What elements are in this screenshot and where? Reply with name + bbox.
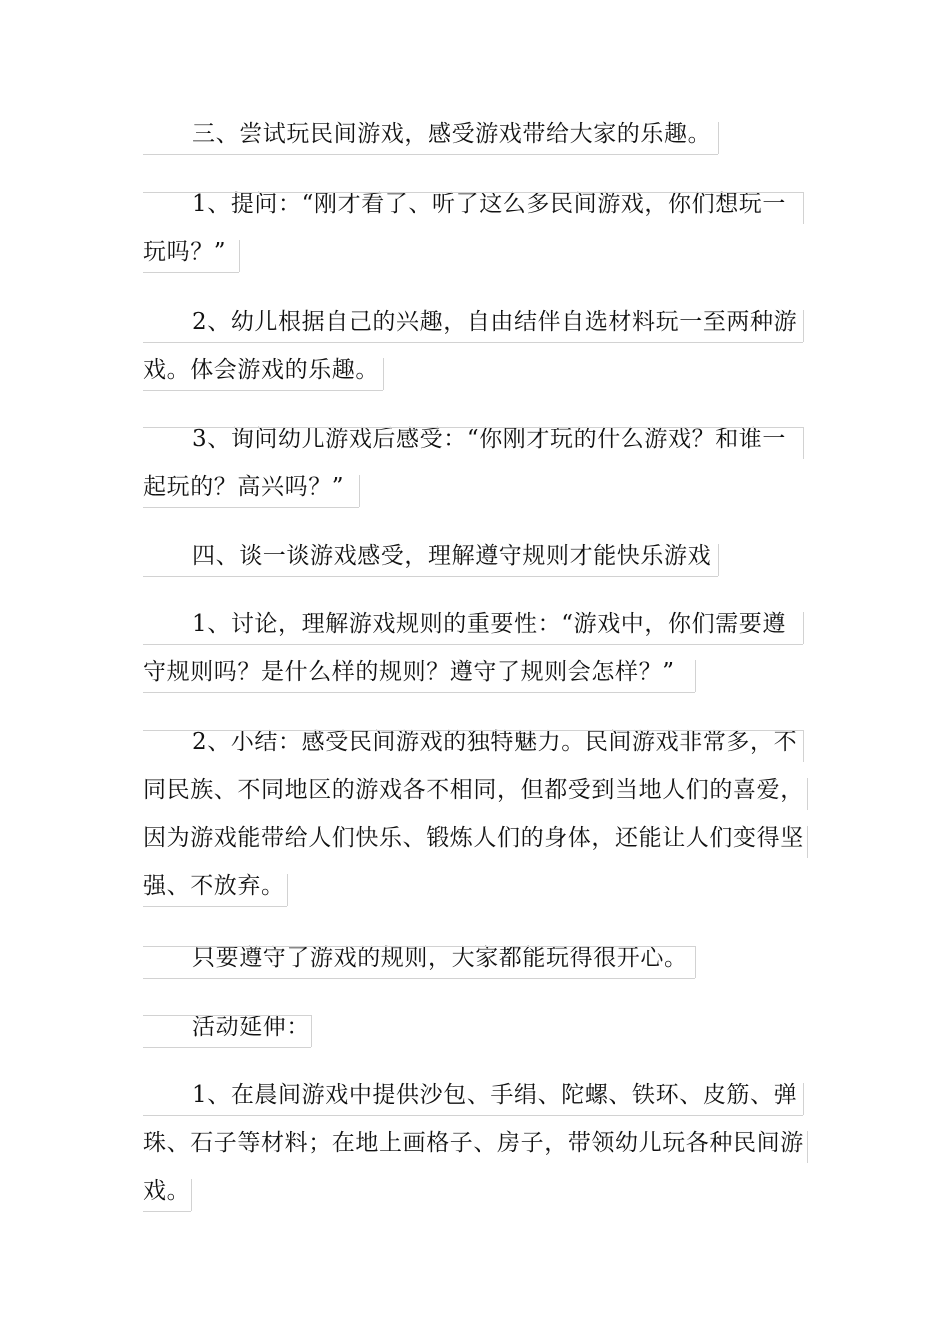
paragraph-line: 同民族、不同地区的游戏各不相同，但都受到当地人们的喜爱，	[143, 777, 804, 803]
paragraph-line: 因为游戏能带给人们快乐、锻炼人们的身体，还能让人们变得坚	[143, 825, 804, 851]
paragraph-line: 只要遵守了游戏的规则，大家都能玩得很开心。	[192, 945, 688, 971]
paragraph-line: 1、提问：“刚才看了、听了这么多民间游戏，你们想玩一	[192, 191, 786, 217]
paragraph-line: 戏。	[143, 1178, 191, 1204]
paragraph-line: 2、小结：感受民间游戏的独特魅力。民间游戏非常多，不	[192, 729, 798, 755]
paragraph-line: 3、询问幼儿游戏后感受：“你刚才玩的什么游戏？和谁一	[192, 426, 786, 452]
paragraph-line: 1、讨论，理解游戏规则的重要性：“游戏中，你们需要遵	[192, 611, 786, 637]
paragraph-line: 2、幼儿根据自己的兴趣，自由结伴自选材料玩一至两种游	[192, 309, 798, 335]
paragraph-line: 起玩的？高兴吗？”	[143, 474, 345, 500]
paragraph-line: 活动延伸：	[192, 1014, 310, 1040]
paragraph-line: 三、尝试玩民间游戏，感受游戏带给大家的乐趣。	[192, 121, 712, 147]
paragraph-line: 珠、石子等材料；在地上画格子、房子，带领幼儿玩各种民间游	[143, 1130, 804, 1156]
paragraph-line: 强、不放弃。	[143, 873, 285, 899]
paragraph-line: 1、在晨间游戏中提供沙包、手绢、陀螺、铁环、皮筋、弹	[192, 1082, 798, 1108]
paragraph-line: 戏。体会游戏的乐趣。	[143, 357, 379, 383]
paragraph-line: 守规则吗？是什么样的规则？遵守了规则会怎样？”	[143, 659, 675, 685]
paragraph-line: 玩吗？”	[143, 239, 227, 265]
paragraph-line: 四、谈一谈游戏感受，理解遵守规则才能快乐游戏	[192, 543, 712, 569]
